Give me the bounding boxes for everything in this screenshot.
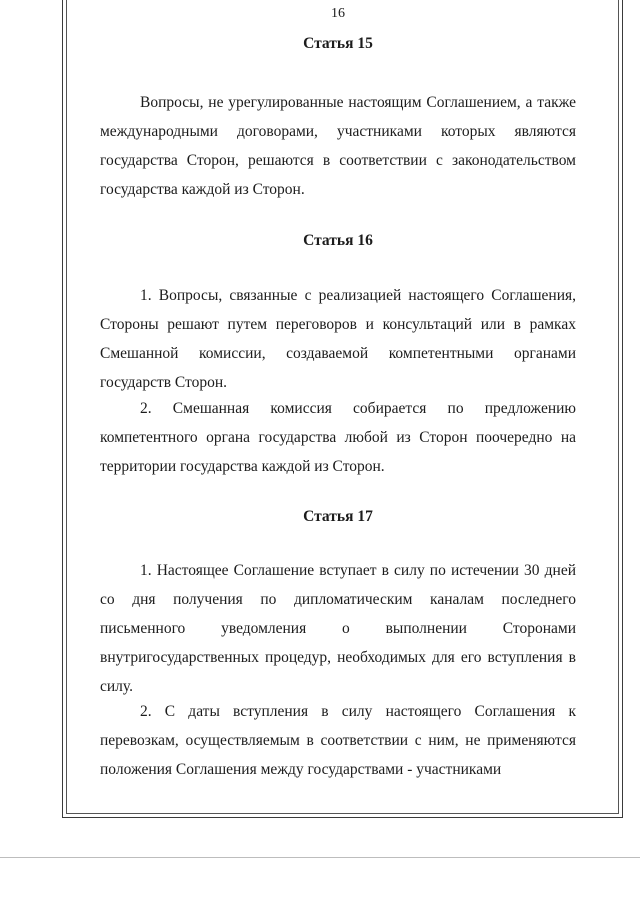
article-17-paragraph-1: 1. Настоящее Соглашение вступает в силу по истечении 30 дней со дня получения по дипломатическим каналам последнего письменного уведомления о выполнении Сторонами внутригосударственных процедур, необходимых для его вступления в силу. xyxy=(100,562,576,695)
article-16-paragraph-2: 2. Смешанная комиссия собирается по предложению компетентного органа государства любой из Сторон поочередно на территории государства каждой из Сторон. xyxy=(100,400,576,475)
article-15-paragraph-1: Вопросы, не урегулированные настоящим Соглашением, а также международными договорами, участниками которых являются государства Сторон, решаются в соответствии с законодательством государства каждой из Сторон. xyxy=(100,94,576,198)
article-16-heading: Статья 16 xyxy=(303,232,373,249)
article-17-paragraph-2: 2. С даты вступления в силу настоящего Соглашения к перевозкам, осуществляемым в соответствии с ним, не применяются положения Соглашения между государствами - участниками xyxy=(100,703,576,778)
article-15-heading: Статья 15 xyxy=(303,35,373,52)
scan-edge-line xyxy=(0,857,640,858)
page-number: 16 xyxy=(331,6,345,21)
article-16-paragraph-1: 1. Вопросы, связанные с реализацией настоящего Соглашения, Стороны решают путем переговоров и консультаций или в рамках Смешанной комиссии, создаваемой компетентными органами государств Сторон. xyxy=(100,287,576,391)
article-17-heading: Статья 17 xyxy=(303,508,373,525)
